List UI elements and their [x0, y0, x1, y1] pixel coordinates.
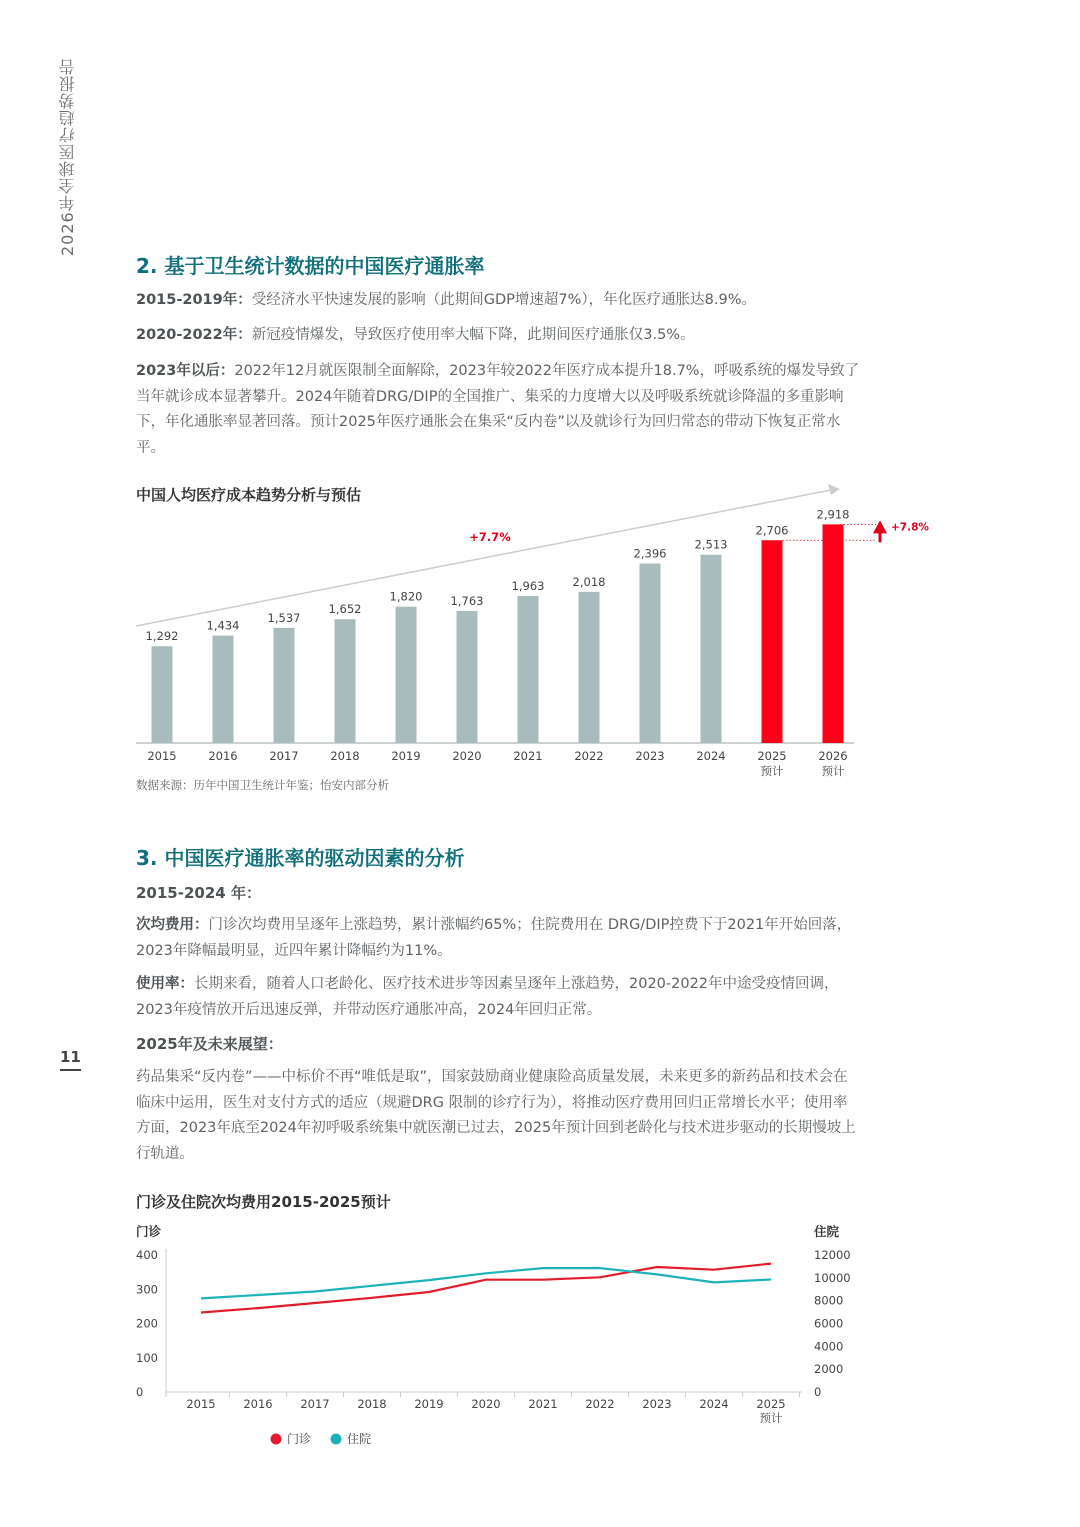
right-tick-label: 4000: [814, 1339, 844, 1354]
series-line-outpatient: [201, 1264, 771, 1313]
legend-label: 门诊: [287, 1432, 312, 1446]
section-3-title: 3. 中国医疗通胀率的驱动因素的分析: [136, 846, 465, 870]
bar-value-label: 1,434: [206, 618, 240, 633]
bar-value-label: 1,763: [450, 593, 484, 608]
x-tick-label: 2015: [147, 749, 177, 763]
paragraph-2015-2019: [136, 288, 861, 314]
paragraph-text: 长期来看，随着人口老龄化、医疗技术进步等因素呈逐年上涨趋势，2020-2022年中途受疫情回调，2023年疫情放开后迅速反弹，并带动医疗通胀冲高，2024年回归正常。: [136, 976, 839, 1018]
paragraph-text: 受经济水平快速发展的影响（此期间GDP增速超7%），年化医疗通胀达8.9%。: [251, 292, 756, 308]
x-tick-note: 预计: [760, 764, 784, 778]
right-tick-label: 0: [814, 1385, 822, 1399]
paragraph-text: 门诊次均费用呈逐年上涨趋势，累计涨幅约65%；住院费用在 DRG/DIP控费下于2021年开始回落，2023年降幅最明显，近四年累计降幅约为11%。: [136, 917, 852, 959]
paragraph-label: 2023年以后：: [136, 363, 235, 379]
left-tick-label: 200: [136, 1316, 158, 1331]
paragraph-text: 新冠疫情爆发，导致医疗使用率大幅下降，此期间医疗通胀仅3.5%。: [251, 327, 695, 343]
bar-2020: [457, 611, 478, 743]
bar-2016: [213, 636, 234, 743]
paragraph-text: 2022年12月就医限制全面解除，2023年较2022年医疗成本提升18.7%，呼吸系统的爆发导致了当年就诊成本显著攀升。2024年随着DRG/DIP的全国推广、集采的力度增大以及呼吸系统就诊降温的多重影响下，年化通胀率显著回落。预计2025年医疗通胀会在集采“反内卷”以及就诊行为回归常态的带动下恢复正常水平。: [136, 363, 860, 456]
series-line-inpatient: [201, 1268, 771, 1298]
paragraph-label: 2020-2022年：: [136, 327, 252, 343]
paragraph-2023-onward: [136, 359, 861, 461]
bar-2022: [579, 592, 600, 743]
forecast-growth-label: +7.8%: [891, 521, 929, 534]
bar-value-label: 2,396: [633, 546, 667, 561]
bar-2021: [518, 596, 539, 743]
bar-2023: [640, 564, 661, 743]
bar-value-label: 1,963: [511, 578, 545, 593]
bar-2019: [396, 607, 417, 743]
bar-value-label: 1,292: [145, 629, 179, 644]
right-tick-label: 6000: [814, 1316, 844, 1331]
left-tick-label: 300: [136, 1282, 158, 1297]
x-tick-label: 2018: [357, 1397, 387, 1411]
x-tick-label: 2023: [635, 749, 665, 763]
x-tick-label: 2022: [585, 1397, 615, 1411]
x-tick-label: 2025: [757, 749, 787, 763]
right-tick-label: 10000: [814, 1270, 851, 1285]
bar-2024: [701, 555, 722, 743]
bar-value-label: 2,513: [694, 537, 728, 552]
x-tick-label: 2021: [528, 1397, 558, 1411]
bar-2025: [762, 540, 783, 743]
paragraph-label: 次均费用：: [136, 917, 209, 933]
bar-2026: [823, 524, 844, 743]
right-axis-title: 住院: [814, 1224, 840, 1239]
x-tick-label: 2019: [414, 1397, 444, 1411]
bar-2017: [274, 628, 295, 743]
left-tick-label: 100: [136, 1350, 158, 1365]
legend-dot-icon: [331, 1434, 342, 1445]
up-arrow-head: [873, 520, 887, 533]
bar-value-label: 2,018: [572, 574, 606, 589]
chart1-data-source: 数据来源：历年中国卫生统计年鉴；怡安内部分析: [136, 778, 389, 792]
right-tick-label: 8000: [814, 1293, 844, 1308]
chart2-axes: [136, 1224, 851, 1425]
paragraph-label: 2015-2019年：: [136, 292, 252, 308]
bar-value-label: 2,918: [816, 507, 850, 522]
left-tick-label: 400: [136, 1248, 158, 1262]
legend-dot-icon: [271, 1434, 282, 1445]
bar-value-label: 1,652: [328, 602, 362, 617]
page-number: 11: [60, 1048, 81, 1071]
report-side-title: 2026年全球医疗趋势报告: [58, 58, 77, 256]
forecast-growth-indicator: [783, 520, 930, 542]
x-tick-label: 2026: [818, 749, 848, 763]
bar-2018: [335, 619, 356, 743]
x-tick-label: 2023: [642, 1397, 672, 1411]
bar-value-label: 1,820: [389, 589, 423, 604]
x-tick-label: 2020: [471, 1397, 501, 1411]
chart2-legend: [271, 1431, 372, 1446]
paragraph-outlook: 药品集采“反内卷”——中标价不再“唯低是取”，国家鼓励商业健康险高质量发展，未来更多的新药品和技术会在临床中运用，医生对支付方式的适应（规避DRG 限制的诊疗行为），将推动医疗费用回归正常增长水平；使用率方面，2023年底至2024年初呼吸系统集中就医潮已过去，2025年预计回到老龄化与技术进步驱动的长期慢坡上行轨道。: [136, 1069, 856, 1162]
left-axis-title: 门诊: [136, 1224, 162, 1239]
x-tick-label: 2016: [208, 749, 238, 763]
chart2-title: 门诊及住院次均费用2015-2025预计: [136, 1193, 391, 1211]
bar-2015: [152, 646, 173, 743]
legend-label: 住院: [347, 1432, 372, 1446]
subhead-2015-2024: 2015-2024 年：: [136, 884, 261, 902]
right-tick-label: 2000: [814, 1362, 844, 1377]
x-tick-note: 预计: [759, 1411, 783, 1425]
x-tick-label: 2024: [699, 1397, 729, 1411]
right-tick-label: 12000: [814, 1248, 851, 1262]
x-tick-label: 2021: [513, 749, 543, 763]
paragraph-label: 使用率：: [136, 976, 194, 992]
trend-arrow-head: [828, 484, 840, 495]
x-tick-note: 预计: [821, 764, 845, 778]
x-tick-label: 2025: [756, 1397, 786, 1411]
cost-per-visit-line-chart: [126, 1215, 856, 1455]
bar-value-label: 1,537: [267, 610, 301, 625]
x-tick-label: 2019: [391, 749, 421, 763]
paragraph-utilization: [136, 972, 861, 1023]
trend-growth-label: +7.7%: [469, 530, 511, 544]
x-tick-label: 2016: [243, 1397, 273, 1411]
subhead-outlook: 2025年及未来展望：: [136, 1035, 283, 1053]
left-tick-label: 0: [136, 1385, 144, 1399]
paragraph-cost-per-visit: [136, 913, 861, 964]
bar-value-label: 2,706: [755, 523, 789, 538]
x-tick-label: 2015: [186, 1397, 216, 1411]
trend-arrow-line: [136, 490, 831, 626]
chart1-title: 中国人均医疗成本趋势分析与预估: [136, 486, 362, 504]
x-tick-label: 2017: [269, 749, 299, 763]
per-capita-cost-bar-chart: [136, 480, 936, 780]
section-2-title: 2. 基于卫生统计数据的中国医疗通胀率: [136, 254, 485, 278]
x-tick-label: 2018: [330, 749, 360, 763]
x-tick-label: 2022: [574, 749, 604, 763]
x-tick-label: 2020: [452, 749, 482, 763]
x-tick-label: 2017: [300, 1397, 330, 1411]
paragraph-2020-2022: [136, 323, 861, 349]
x-tick-label: 2024: [696, 749, 726, 763]
